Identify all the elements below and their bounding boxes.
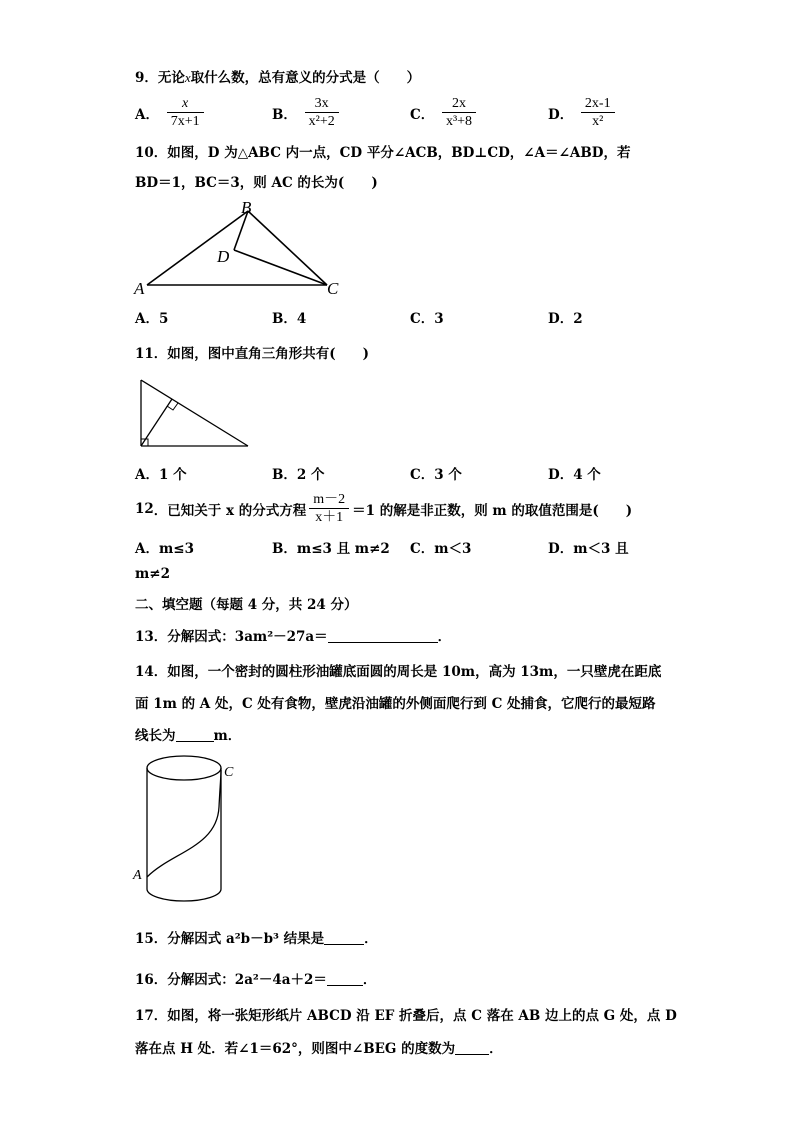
- answer-blank[interactable]: [176, 727, 214, 742]
- q10-triangle-figure: [130, 196, 350, 300]
- q9-option-d: D． $\frac{2x-1}{\text{x²}}$: [548, 96, 618, 130]
- section-fill-in-heading: 二、填空题（每题 4 分，共 24 分）: [135, 597, 358, 613]
- q13-number: 13: [135, 629, 154, 645]
- point-d-label: D: [217, 247, 230, 266]
- q17-stem-line2: 落在点 H 处．若∠1＝62°，则图中∠BEG 的度数为 ．: [135, 1041, 503, 1057]
- q16-stem: 16．分解因式：2a²－4a＋2＝ ．: [135, 972, 377, 988]
- q10-stem-line2: BD＝1，BC＝3，则 AC 的长为( ): [135, 175, 378, 191]
- edge-dc: [234, 250, 327, 285]
- point-c-label: C: [327, 279, 339, 298]
- q9-option-c: C． $\frac{2x}{\text{x³+8}}$: [410, 96, 479, 130]
- answer-blank[interactable]: [328, 628, 438, 643]
- point-b-label: B: [241, 198, 252, 217]
- q10-option-b: B．4: [272, 311, 307, 327]
- q11-option-a: A．1 个: [135, 467, 187, 483]
- q12-option-c: C．m＜3: [410, 541, 472, 557]
- q14-cylinder-figure: [132, 752, 244, 908]
- shortest-path: [147, 770, 221, 877]
- fraction: $\frac{3x}{\text{x²+2}}$: [305, 96, 339, 130]
- fraction: $\frac{x}{7x+1}$: [167, 96, 204, 130]
- cylinder-bottom: [147, 889, 221, 901]
- q15-stem: 15．分解因式 a²b－b³ 结果是 ．: [135, 931, 378, 947]
- point-c-label: C: [224, 765, 234, 780]
- edge-ab: [147, 211, 248, 285]
- fraction: $\frac{m-2}{x+1}$: [309, 492, 349, 526]
- q14-number: 14: [135, 664, 154, 680]
- q10-option-d: D．2: [548, 311, 583, 327]
- q13-stem: 13．分解因式：3am²－27a＝ ．: [135, 629, 452, 645]
- q11-number: 11: [135, 346, 154, 362]
- q10-number: 10: [135, 145, 154, 161]
- q11-option-c: C．3 个: [410, 467, 462, 483]
- q12-option-b: B．m≤3 且 m≠2: [272, 541, 390, 557]
- fraction: $\frac{2x-1}{\text{x²}}$: [581, 96, 615, 130]
- q11-option-d: D．4 个: [548, 467, 601, 483]
- edge-bc: [248, 211, 327, 285]
- answer-blank[interactable]: [327, 971, 363, 986]
- q15-number: 15: [135, 931, 154, 947]
- q14-stem-line3: 线长为 m．: [135, 728, 242, 744]
- q14-stem-line1: 14．如图，一个密封的圆柱形油罐底面圆的周长是 10m，高为 13m，一只壁虎在距底: [135, 664, 662, 680]
- answer-blank[interactable]: [455, 1040, 489, 1055]
- answer-blank[interactable]: [324, 930, 364, 945]
- q17-number: 17: [135, 1008, 154, 1024]
- q14-stem-line2: 面 1m 的 A 处，C 处有食物，壁虎沿油罐的外侧面爬行到 C 处捕食，它爬行的最短路: [135, 696, 656, 712]
- q12-number: 12: [135, 501, 154, 517]
- q16-number: 16: [135, 972, 154, 988]
- q11-right-triangle-figure: [138, 378, 252, 450]
- q12-option-d: D．m＜3 且: [548, 541, 629, 557]
- point-a-label: A: [134, 279, 145, 298]
- q12-stem: 12．已知关于 x 的分式方程 $\frac{m-2}{x+1}$ ＝1 的解是非正数，则 m 的取值范围是( ): [135, 492, 633, 525]
- q12-option-d-continued: m≠2: [135, 566, 170, 582]
- q10-stem-line1: 10．如图，D 为△ABC 内一点，CD 平分∠ACB，BD⊥CD，∠A＝∠ABD，若: [135, 145, 631, 161]
- q11-option-b: B．2 个: [272, 467, 325, 483]
- q9-number: 9: [135, 70, 145, 86]
- q10-option-c: C．3: [410, 311, 444, 327]
- q9-option-b: B． $\frac{3x}{\text{x²+2}}$: [272, 96, 342, 130]
- q9-stem: 9．无论x取什么数，总有意义的分式是（ ）: [135, 70, 421, 86]
- q9-option-a: A． $\frac{x}{7x+1}$: [135, 96, 207, 130]
- q10-option-a: A．5: [135, 311, 169, 327]
- cylinder-top: [147, 756, 221, 780]
- fraction: $\frac{2x}{\text{x³+8}}$: [442, 96, 476, 130]
- point-a-label: A: [133, 868, 142, 883]
- q12-option-a: A．m≤3: [135, 541, 194, 557]
- q17-stem-line1: 17．如图，将一张矩形纸片 ABCD 沿 EF 折叠后，点 C 落在 AB 边上的点 G 处，点 D: [135, 1008, 677, 1024]
- q11-stem: 11．如图，图中直角三角形共有( ): [135, 346, 370, 362]
